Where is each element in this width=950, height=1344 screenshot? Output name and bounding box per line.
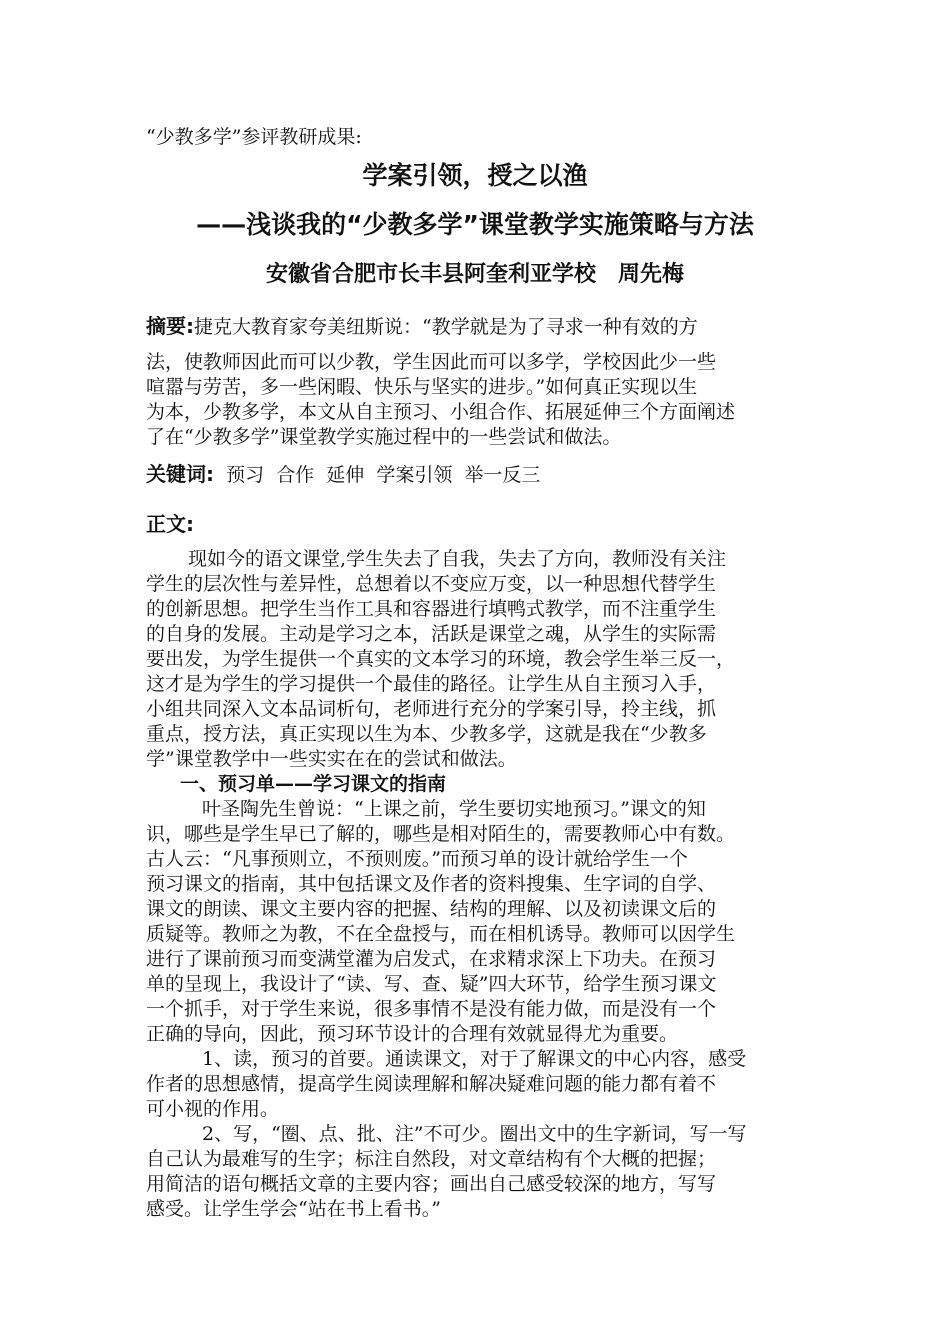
list-item-line: 2、写，“圈、点、批、注”不可少。圈出文中的生字新词，写一写 (202, 1123, 747, 1145)
abstract-line: 捷克大教育家夸美纽斯说：“教学就是为了寻求一种有效的方 (194, 316, 698, 338)
paragraph-line: 一个抓手，对于学生来说，很多事情不是没有能力做，而是没有一个 (146, 998, 717, 1020)
paragraph-line: 单的呈现上，我设计了“读、写、查、疑”四大环节，给学生预习课文 (146, 973, 717, 995)
list-item-line: 感受。让学生学会“站在书上看书。” (146, 1198, 441, 1220)
paragraph-line: 这才是为学生的学习提供一个最佳的路径。让学生从自主预习入手， (146, 673, 717, 695)
paragraph-line: 正确的导向，因此，预习环节设计的合理有效就显得尤为重要。 (146, 1023, 679, 1045)
paragraph-line: 质疑等。教师之为教，不在全盘授与，而在相机诱导。教师可以因学生 (146, 923, 736, 945)
list-item-line: 用简洁的语句概括文章的主要内容；画出自己感受较深的地方，写写 (146, 1173, 717, 1195)
paragraph-line: 预习课文的指南，其中包括课文及作者的资料搜集、生字词的自学、 (146, 873, 717, 895)
list-item-line: 1、读，预习的首要。通读课文，对于了解课文的中心内容，感受 (202, 1048, 747, 1070)
abstract-label: 摘要: (146, 314, 194, 338)
paragraph-line: 学”课堂教学中一些实实在在的尝试和做法。 (146, 748, 517, 770)
keywords-label: 关键词: (146, 462, 214, 486)
paragraph-line: 小组共同深入文本品词析句，老师进行充分的学案引导，拎主线，抓 (146, 698, 717, 720)
abstract-line: 喧嚣与劳苦，多一些闲暇、快乐与坚实的进步。”如何真正实现以生 (146, 376, 698, 398)
list-item-line: 自己认为最难写的生字；标注自然段，对文章结构有个大概的把握； (146, 1148, 717, 1170)
paragraph-line: 古人云：“凡事预则立，不预则废。”而预习单的设计就给学生一个 (146, 848, 688, 870)
paragraph-line: 的创新思想。把学生当作工具和容器进行填鸭式教学，而不注重学生 (146, 598, 717, 620)
paragraph-line: 进行了课前预习而变满堂灌为启发式，在求精求深上下功夫。在预习 (146, 948, 717, 970)
paragraph-line: 课文的朗读、课文主要内容的把握、结构的理解、以及初读课文后的 (146, 898, 717, 920)
paragraph-line: 现如今的语文课堂,学生失去了自我，失去了方向，教师没有关注 (188, 548, 727, 570)
list-item-line: 作者的思想感情，提高学生阅读理解和解决疑难问题的能力都有着不 (146, 1073, 717, 1095)
abstract-line: 为本，少教多学，本文从自主预习、小组合作、拓展延伸三个方面阐述 (146, 401, 736, 423)
abstract-line: 了在“少教多学”课堂教学实施过程中的一些尝试和做法。 (146, 426, 622, 448)
list-item-line: 可小视的作用。 (146, 1098, 280, 1120)
abstract-line: 法，使教师因此而可以少教，学生因此而可以多学，学校因此少一些 (146, 351, 717, 373)
paragraph-line: 的自身的发展。主动是学习之本，活跃是课堂之魂，从学生的实际需 (146, 623, 717, 645)
abstract-first-line (146, 314, 698, 339)
document-title: 学案引领，授之以渔 (362, 161, 588, 190)
section-heading: 一、预习单——学习课文的指南 (180, 773, 447, 795)
paragraph-line: 识，哪些是学生早已了解的，哪些是相对陌生的，需要教师心中有数。 (146, 823, 736, 845)
document-subtitle: ——浅谈我的“少教多学”课堂教学实施策略与方法 (196, 210, 754, 239)
body-label: 正文: (146, 512, 194, 536)
paragraph-line: 学生的层次性与差异性，总想着以不变应万变，以一种思想代替学生 (146, 573, 717, 595)
paragraph-line: 重点，授方法，真正实现以生为本、少教多学，这就是我在“少教多 (146, 723, 707, 745)
paragraph-line: 叶圣陶先生曾说：“上课之前，学生要切实地预习。”课文的知 (202, 798, 706, 820)
author-line: 安徽省合肥市长丰县阿奎利亚学校 周先梅 (265, 262, 684, 287)
submission-label: “少教多学”参评教研成果: (146, 126, 362, 148)
keywords-text: 预习 合作 延伸 学案引领 举一反三 (226, 464, 541, 486)
paragraph-line: 要出发，为学生提供一个真实的文本学习的环境，教会学生举三反一， (146, 648, 736, 670)
keywords-line (146, 462, 540, 487)
